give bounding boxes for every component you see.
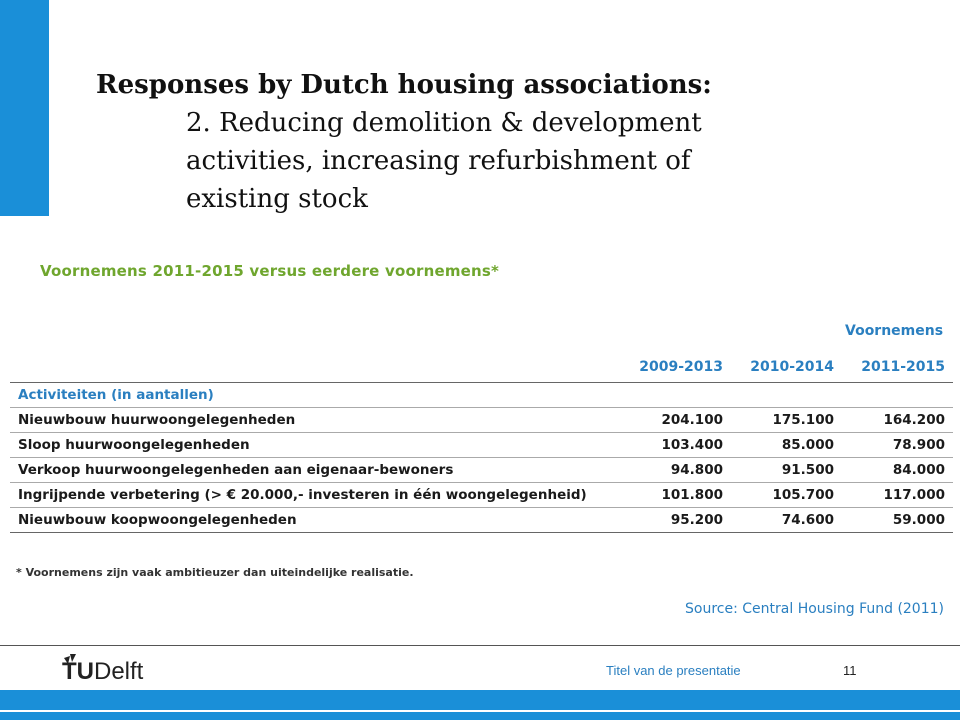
table-section-row <box>10 383 953 408</box>
table-footnote: * Voornemens zijn vaak ambitieuzer dan uiteindelijke realisatie. <box>16 566 414 579</box>
row-label: Ingrijpende verbetering (> € 20.000,- investeren in één woongelegenheid) <box>10 483 620 508</box>
cell-value: 85.000 <box>731 433 842 458</box>
row-label: Sloop huurwoongelegenheden <box>10 433 620 458</box>
slide-title <box>96 66 916 218</box>
bottom-band-thin <box>0 712 960 720</box>
slide-title-heading: Responses by Dutch housing associations: <box>96 70 712 100</box>
page-number: 11 <box>843 663 857 678</box>
table-group-header: Voornemens <box>845 323 944 339</box>
bottom-band <box>0 690 960 710</box>
cell-value: 164.200 <box>842 408 953 433</box>
cell-value: 59.000 <box>842 508 953 533</box>
cell-value: 74.600 <box>731 508 842 533</box>
accent-bar <box>0 0 49 216</box>
cell-value: 117.000 <box>842 483 953 508</box>
cell-value: 175.100 <box>731 408 842 433</box>
logo-delft: Delft <box>94 658 144 685</box>
cell-value: 105.700 <box>731 483 842 508</box>
table-header-empty <box>10 352 620 383</box>
row-label: Nieuwbouw koopwoongelegenheden <box>10 508 620 533</box>
cell-value: 91.500 <box>731 458 842 483</box>
table-row <box>10 433 953 458</box>
cell-value: 84.000 <box>842 458 953 483</box>
table-row <box>10 508 953 533</box>
cell-value: 101.800 <box>620 483 731 508</box>
table-row <box>10 458 953 483</box>
cell-value: 95.200 <box>620 508 731 533</box>
section-label: Activiteiten (in aantallen) <box>10 383 953 408</box>
cell-value: 94.800 <box>620 458 731 483</box>
row-label: Nieuwbouw huurwoongelegenheden <box>10 408 620 433</box>
row-label: Verkoop huurwoongelegenheden aan eigenaar-bewoners <box>10 458 620 483</box>
slide-title-line-1: 2. Reducing demolition & development <box>186 108 702 138</box>
logo-tu: TU <box>62 658 94 685</box>
cell-value: 78.900 <box>842 433 953 458</box>
table-title: Voornemens 2011-2015 versus eerdere voornemens* <box>40 262 500 280</box>
slide-title-line-3: existing stock <box>186 184 368 214</box>
column-header: 2011-2015 <box>842 352 953 383</box>
footer-divider <box>0 645 960 646</box>
table-header-row <box>10 352 953 383</box>
source-citation: Source: Central Housing Fund (2011) <box>685 601 944 617</box>
tu-delft-logo <box>62 658 143 686</box>
cell-value: 103.400 <box>620 433 731 458</box>
data-table <box>10 352 953 533</box>
column-header: 2010-2014 <box>731 352 842 383</box>
column-header: 2009-2013 <box>620 352 731 383</box>
footer-presentation-title: Titel van de presentatie <box>606 663 741 678</box>
cell-value: 204.100 <box>620 408 731 433</box>
slide-title-line-2: activities, increasing refurbishment of <box>186 146 691 176</box>
table-row <box>10 483 953 508</box>
table-row <box>10 408 953 433</box>
